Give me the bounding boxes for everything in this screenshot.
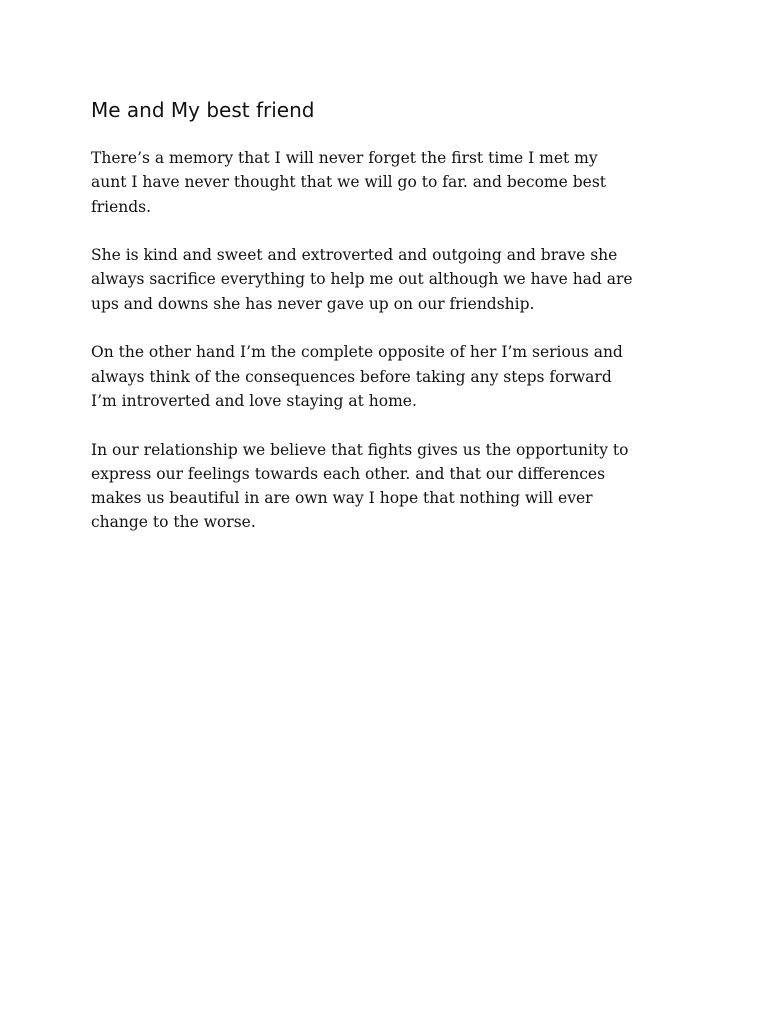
text-line: makes us beautiful in are own way I hope that nothing will ever: [91, 489, 593, 508]
text-line: aunt I have never thought that we will go to far. and become best: [91, 173, 607, 192]
paragraph-opposite: [91, 340, 691, 413]
text-line: On the other hand I’m the complete opposite of her I’m serious and: [91, 343, 623, 362]
text-line: She is kind and sweet and extroverted and outgoing and brave she: [91, 246, 618, 265]
text-line: friends.: [91, 197, 152, 216]
text-line: ups and downs she has never gave up on our friendship.: [91, 294, 535, 313]
text-line: always think of the consequences before taking any steps forward: [91, 367, 612, 386]
text-line: express our feelings towards each other. and that our differences: [91, 464, 606, 483]
paragraph-her-qualities: [91, 243, 691, 316]
document-body: [91, 146, 691, 559]
document-title: Me and My best friend: [91, 98, 315, 122]
text-line: I’m introverted and love staying at home.: [91, 391, 417, 410]
paragraph-first-meeting: [91, 146, 691, 219]
text-line: always sacrifice everything to help me out although we have had are: [91, 270, 633, 289]
text-line: In our relationship we believe that fights gives us the opportunity to: [91, 440, 629, 459]
text-line: change to the worse.: [91, 513, 256, 532]
paragraph-relationship: [91, 438, 691, 535]
text-line: There’s a memory that I will never forget the first time I met my: [91, 149, 598, 167]
